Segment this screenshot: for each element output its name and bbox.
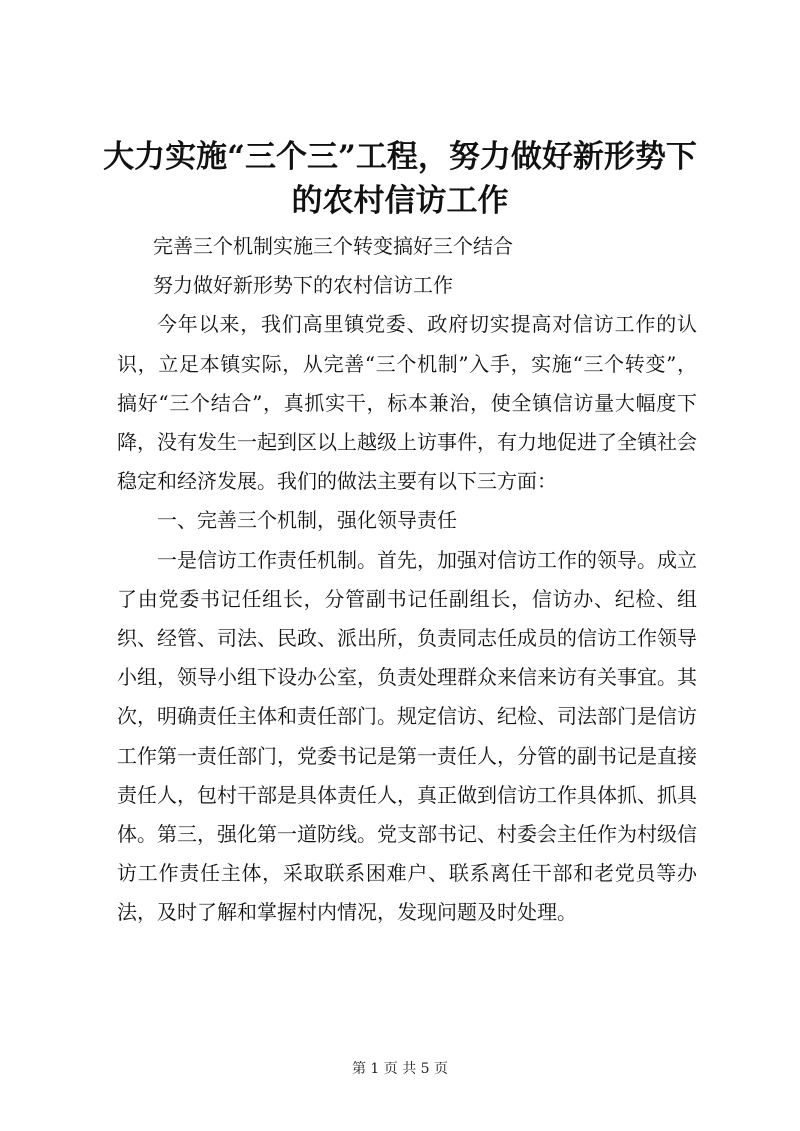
title-line-1: 大力实施“三个三”工程，努力做好新形势下	[103, 139, 697, 175]
subtitle-paragraph-2: 努力做好新形势下的农村信访工作	[153, 273, 453, 298]
title-line-2: 的农村信访工作	[291, 183, 509, 219]
body-paragraph: 一是信访工作责任机制。首先，加强对信访工作的领导。成立了由党委书记任组长，分管副书记任副组长，信访办、纪检、组织、经管、司法、民政、派出所，负责同志任成员的信访工作领导小组，领导小组下设办公室，负责处理群众来信来访有关事宜。其次，明确责任主体和责任部门。规定信访、纪检、司法部门是信访工作第一责任部门，党委书记是第一责任人，分管的副书记是直接责任人，包村干部是具体责任人，真正做到信访工作具体抓、抓具体。第三，强化第一道防线。党支部书记、村委会主任作为村级信访工作责任主体，采取联系困难户、联系离任干部和老党员等办法，及时了解和掌握村内情况，发现问题及时处理。	[117, 547, 697, 925]
section-heading: 一、完善三个机制，强化领导责任	[157, 508, 457, 533]
intro-paragraph: 今年以来，我们高里镇党委、政府切实提高对信访工作的认识，立足本镇实际，从完善“三个机制”入手，实施“三个转变”，搞好“三个结合”，真抓实干，标本兼治，使全镇信访量大幅度下降，没有发生一起到区以上越级上访事件，有力地促进了全镇社会稳定和经济发展。我们的做法主要有以下三方面：	[117, 312, 697, 494]
document-body	[117, 227, 697, 933]
document-title	[100, 135, 700, 223]
subtitle-paragraph-1: 完善三个机制实施三个转变搞好三个结合	[153, 234, 513, 258]
page-footer: 第 1 页 共 5 页	[351, 1061, 449, 1077]
